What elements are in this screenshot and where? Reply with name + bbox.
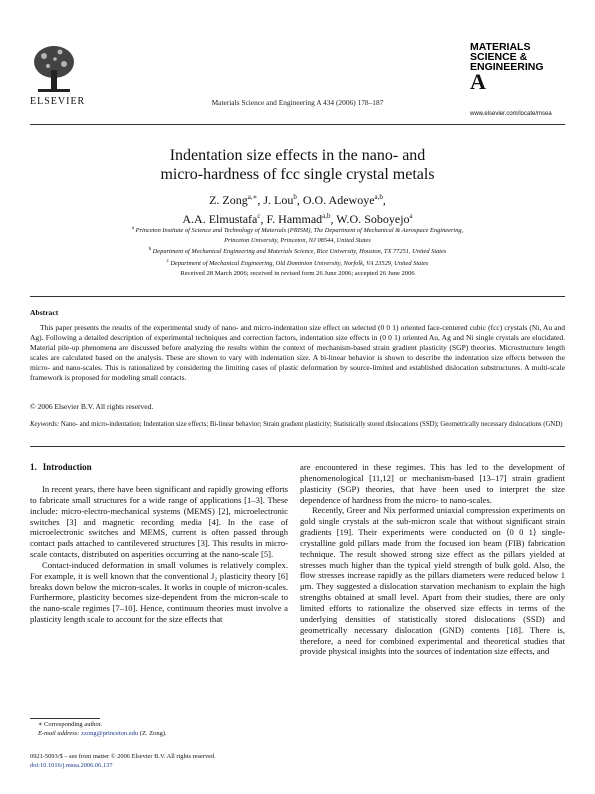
abstract-text: This paper presents the results of the experimental study of nano- and micro-indentation size effect on selected (0 0 1) oriented face-centered cubic (fcc) crystals (Ni, Au and Ag). Following a detailed description of experimental techniques and correction factors, indentation size effects in (0 0 1) oriented Au, Ag and Ni single crystals are elucidated. Material pile-up phenomena are discussed before analyzing the results within the context of mechanism-based strain gradient plasticity (SGP) theories. Microstructure length scales are calculated based on the analysis. These are shown to vary with indentation size. A bi-linear behavior is shown to describe the indentation size effects between the micro- and nano-scales. This is rationalized by considering the limiting cases of plastic deformation by source-limited and established dislocation substructures. A multi-scale framework is proposed for modeling small contacts. bbox=[30, 323, 565, 382]
received-dates: Received 28 March 2006; received in revised form 26 June 2006; accepted 26 June 2006 bbox=[180, 270, 415, 277]
footnote bbox=[30, 720, 288, 738]
authors-line-1 bbox=[0, 189, 595, 208]
author-name[interactable]: , J. Lou bbox=[257, 193, 294, 207]
author-affil-mark: b bbox=[293, 193, 297, 201]
author-list bbox=[0, 189, 595, 227]
author-name[interactable]: , F. Hammad bbox=[260, 212, 323, 226]
section-heading bbox=[30, 462, 98, 472]
footnote-mark: ∗ bbox=[38, 721, 43, 728]
paragraph: In recent years, there have been significant and rapidly growing efforts to fabricate small structures for a wide range of applications [1–3]. These include: micro-electro-mechanical systems (MEMS) [2], microelectronic switches [3] and magnetic recording media [4]. In the case of microelectronic switches and MEMS, current is often passed through contact pads attached to cantilevered structures [3]. This results in micro-scale contacts, distributed on asperities occurring at the nano-scale [5]. bbox=[30, 484, 288, 560]
keywords-label: Keywords: bbox=[30, 421, 60, 428]
affil-text: Princeton Institute of Science and Technology of Materials (PRISM), The Department of Mechanical & Aerospace Engineering, bbox=[135, 227, 464, 235]
author-affil-mark: a,b bbox=[374, 193, 383, 201]
affil-text: Department of Mechanical Engineering and Materials Science, Rice University, Houston, TX 77251, United States bbox=[152, 248, 447, 256]
paragraph: Recently, Greer and Nix performed uniaxial compression experiments on gold single crystals at the sub-micron scale that without significant strain gradients [19]. Their experiments were conducted on ⟨0 0 1⟩ single-crystalline gold pillars made from the focused ion beam (FIB) fabrication technique. The result showed strong size effect as the pillars yielded at stresses much higher than the typical yield strength of bulk gold. Also, the flow stresses increase rapidly as the pillars diameters were reduced below 1 μm. They suggested a dislocation starvation mechanism to explain the high strengths obtained at small level. Apart from their studies, there are only limited efforts to rationalize the observed size effects in terms of the underlying densities of statistically stored dislocations (SSD) and geometrically necessary dislocation (GND) contents [18]. There is, therefore, a need for combined experimental and theoretical studies that provide physical insights into the sources of indentation size effects, and bbox=[300, 505, 565, 657]
author-affil-mark: a,∗ bbox=[247, 193, 258, 201]
journal-logo bbox=[470, 42, 562, 92]
email-label: E-mail address: bbox=[38, 730, 80, 737]
author-affil-mark: a,b bbox=[322, 212, 331, 220]
page-footer bbox=[30, 752, 216, 770]
paragraph: are encountered in these regimes. This has led to the development of phenomenological [11,12] or mechanism-based [13–17] strain gradient plasticity (SGP) theories, that have been used to interpret the size dependence of hardness from the micro- to nano-scales. bbox=[300, 462, 565, 505]
logo-line-4: A bbox=[470, 69, 486, 94]
affiliations bbox=[0, 224, 595, 269]
logo-line-3: ENGINEERING bbox=[470, 61, 544, 73]
article-title bbox=[0, 146, 595, 184]
copyright-notice: © 2006 Elsevier B.V. All rights reserved. bbox=[30, 402, 154, 411]
keywords-text: Nano- and micro-indentation; Indentation size effects; Bi-linear behavior; Strain gradient plasticity; Statistically stored dislocations (SSD); Geometrically necessary dislocations (GND) bbox=[60, 421, 563, 428]
email-owner: (Z. Zong). bbox=[139, 730, 167, 737]
affil-text: Princeton University, Princeton, NJ 08544, United States bbox=[224, 236, 371, 244]
right-column bbox=[300, 462, 565, 657]
author-name[interactable]: , W.O. Soboyejo bbox=[330, 212, 410, 226]
elsevier-tree-logo bbox=[30, 42, 78, 96]
journal-url[interactable]: www.elsevier.com/locate/msea bbox=[470, 111, 552, 117]
logo-line-1: MATERIALS bbox=[470, 41, 531, 53]
affiliation-a bbox=[0, 224, 595, 236]
affil-mark: b bbox=[148, 247, 152, 253]
issn-line: 0921-5093/$ – see front matter © 2006 Elsevier B.V. All rights reserved. bbox=[30, 753, 216, 760]
abstract-heading: Abstract bbox=[30, 308, 59, 317]
affil-text: Department of Mechanical Engineering, Old Dominion University, Norfolk, VA 23529, United States bbox=[170, 260, 429, 268]
journal-citation: Materials Science and Engineering A 434 (2006) 178–187 bbox=[211, 98, 384, 107]
logo-line-2: SCIENCE & bbox=[470, 51, 528, 63]
author-affil-mark: c bbox=[257, 212, 261, 220]
section-number: 1. bbox=[30, 462, 37, 472]
affiliation-a-cont bbox=[0, 236, 595, 246]
affiliation-b bbox=[0, 245, 595, 257]
left-column bbox=[30, 484, 288, 625]
header-rule bbox=[30, 124, 565, 125]
author-name[interactable]: Z. Zong bbox=[209, 193, 248, 207]
email-note bbox=[30, 729, 288, 738]
paragraph: Contact-induced deformation in small volumes is relatively complex. For example, it is well known that the conventional J₂ plasticity theory [6] breaks down below the micron-scales. It works in couple of micron-scales. Furthermore, plasticity becomes size-dependent from the micron-scale to the nano-scale regimes [7–10]. Hence, continuum theories must involve a plasticity length scale to account for the size effects that bbox=[30, 559, 288, 625]
affiliation-c bbox=[0, 257, 595, 269]
keywords bbox=[30, 420, 565, 430]
abstract-top-rule bbox=[30, 296, 565, 297]
email-link[interactable]: zzong@princeton.edu bbox=[81, 730, 139, 737]
abstract-bottom-rule bbox=[30, 446, 565, 447]
section-title: Introduction bbox=[42, 462, 92, 472]
corresponding-note bbox=[30, 720, 288, 729]
author-separator: , bbox=[382, 193, 386, 207]
author-name[interactable]: , O.O. Adewoye bbox=[296, 193, 375, 207]
corresponding-text: Corresponding author. bbox=[44, 721, 103, 728]
title-line-1: Indentation size effects in the nano- and bbox=[169, 147, 426, 164]
affil-mark: c bbox=[166, 259, 169, 265]
affil-mark: a bbox=[131, 226, 135, 231]
doi-link[interactable]: doi:10.1016/j.msea.2006.06.137 bbox=[30, 762, 113, 769]
author-affil-mark: a bbox=[409, 212, 413, 220]
publisher-name: ELSEVIER bbox=[30, 96, 86, 107]
title-line-2: micro-hardness of fcc single crystal metals bbox=[160, 166, 435, 183]
footnote-rule bbox=[30, 718, 100, 719]
author-name[interactable]: A.A. Elmustafa bbox=[182, 212, 258, 226]
